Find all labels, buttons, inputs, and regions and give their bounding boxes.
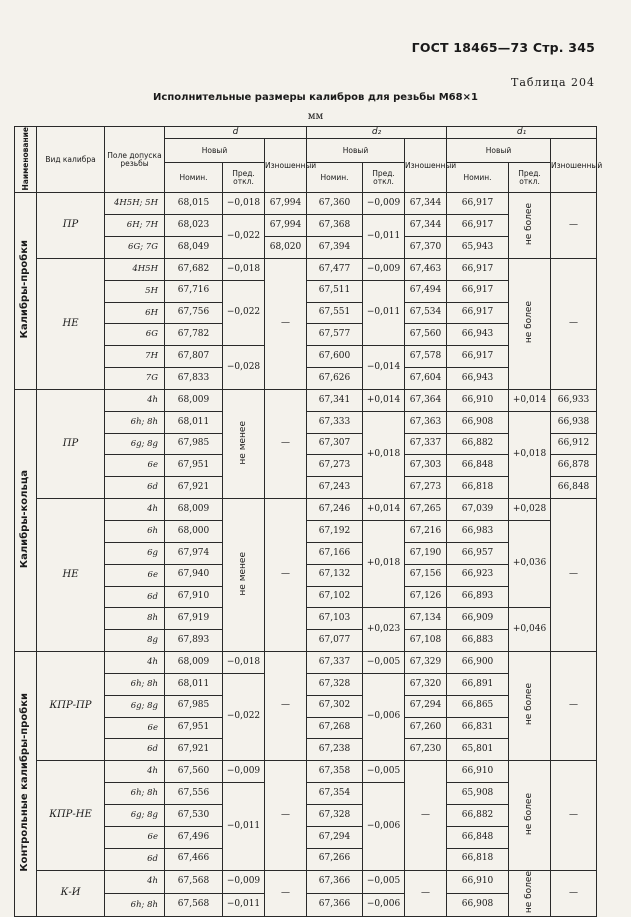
table-cell: 67,782	[165, 324, 223, 346]
table-cell: 67,994	[265, 193, 307, 215]
table-cell: 67,994	[265, 215, 307, 237]
table-cell: 66,909	[447, 608, 509, 630]
table-row	[15, 389, 597, 411]
table-cell: +0,018	[363, 411, 405, 498]
table-row	[15, 499, 597, 521]
table-cell: 7G	[105, 368, 165, 390]
table-cell: 66,848	[551, 477, 597, 499]
table-cell: 6h	[105, 521, 165, 543]
d-nom-header: Номин.	[165, 163, 223, 193]
table-cell: 67,366	[307, 870, 363, 893]
d1-worn-header: Изношенный	[551, 139, 597, 193]
table-cell: 67,265	[405, 499, 447, 521]
table-cell: 67,551	[307, 302, 363, 324]
table-cell: 67,341	[307, 389, 363, 411]
table-cell: 4H5H	[105, 258, 165, 280]
table-cell: 66,910	[447, 870, 509, 893]
table-cell: 66,882	[447, 804, 509, 826]
table-cell: +0,028	[509, 499, 551, 521]
table-cell: 7H	[105, 346, 165, 368]
table-row	[15, 761, 597, 783]
table-cell: 6d	[105, 739, 165, 761]
table-cell: 67,328	[307, 673, 363, 695]
table-cell: 66,917	[447, 302, 509, 324]
table-cell: 68,020	[265, 237, 307, 259]
table-cell: 67,260	[405, 717, 447, 739]
page-header: ГОСТ 18465—73 Стр. 345	[411, 40, 595, 55]
table-cell: 67,940	[165, 564, 223, 586]
table-cell: 66,943	[447, 324, 509, 346]
table-cell: +0,014	[363, 389, 405, 411]
table-cell: 6d	[105, 586, 165, 608]
table-cell: 68,011	[165, 411, 223, 433]
col-vid-header: Вид калибра	[37, 127, 105, 193]
d1-dev-header: Пред. откл.	[509, 163, 551, 193]
table-cell: 66,943	[447, 368, 509, 390]
table-cell: +0,014	[363, 499, 405, 521]
table-cell: 68,049	[165, 237, 223, 259]
table-cell: —	[405, 761, 447, 870]
table-cell: 66,917	[447, 258, 509, 280]
table-cell: 68,009	[165, 652, 223, 674]
table-cell: 6e	[105, 717, 165, 739]
table-cell: 65,908	[447, 783, 509, 805]
note-ne-bolee: не более	[509, 870, 551, 917]
table-cell: 67,364	[405, 389, 447, 411]
gauge-kpr-pr: КПР-ПР	[37, 652, 105, 761]
group-kontr: Контрольные калибры-пробки	[15, 652, 37, 917]
table-cell: 66,917	[447, 193, 509, 215]
table-cell: −0,011	[363, 280, 405, 346]
table-cell: 66,883	[447, 630, 509, 652]
table-cell: 66,908	[447, 893, 509, 916]
table-cell: 66,818	[447, 848, 509, 870]
table-cell: 67,333	[307, 411, 363, 433]
table-cell: 4h	[105, 499, 165, 521]
table-caption: Исполнительные размеры калибров для резьбы M68×1	[153, 92, 478, 103]
group-probki: Калибры-пробки	[15, 193, 37, 390]
table-cell: 67,530	[165, 804, 223, 826]
table-cell: 67,354	[307, 783, 363, 805]
table-cell: −0,009	[363, 258, 405, 280]
table-cell: 67,910	[165, 586, 223, 608]
table-cell: 67,600	[307, 346, 363, 368]
gauge-ne-ring: НЕ	[37, 499, 105, 652]
table-cell: 6d	[105, 848, 165, 870]
table-cell: 67,568	[165, 870, 223, 893]
table-cell: 67,266	[307, 848, 363, 870]
table-cell: 66,900	[447, 652, 509, 674]
table-cell: 68,023	[165, 215, 223, 237]
table-cell: 67,102	[307, 586, 363, 608]
table-cell: 6g; 8g	[105, 695, 165, 717]
table-cell: 68,011	[165, 673, 223, 695]
table-cell: 6h; 8h	[105, 783, 165, 805]
unit-label: мм	[307, 111, 324, 122]
table-cell: 67,294	[405, 695, 447, 717]
note-ne-menee: не менее	[223, 499, 265, 652]
table-cell: 66,923	[447, 564, 509, 586]
table-cell: 6h; 8h	[105, 673, 165, 695]
table-cell: 67,716	[165, 280, 223, 302]
group-koltsa: Калибры-кольца	[15, 389, 37, 651]
table-row	[15, 652, 597, 674]
table-cell: 68,000	[165, 521, 223, 543]
table-cell: 4h	[105, 389, 165, 411]
table-cell: −0,018	[223, 652, 265, 674]
table-cell: −0,011	[363, 215, 405, 259]
table-cell: −0,014	[363, 346, 405, 390]
table-label: Таблица 204	[511, 76, 595, 89]
table-cell: −0,018	[223, 258, 265, 280]
d2-new-header: Новый	[307, 139, 405, 163]
d-new-header: Новый	[165, 139, 265, 163]
table-cell: 67,568	[165, 893, 223, 916]
table-cell: 66,910	[447, 761, 509, 783]
table-cell: 67,344	[405, 193, 447, 215]
table-cell: 66,848	[447, 455, 509, 477]
table-cell: 67,534	[405, 302, 447, 324]
table-cell: 67,320	[405, 673, 447, 695]
table-cell: 67,192	[307, 521, 363, 543]
table-cell: 67,985	[165, 695, 223, 717]
note-ne-bolee: не более	[509, 761, 551, 870]
table-cell: 67,077	[307, 630, 363, 652]
table-cell: −0,028	[223, 346, 265, 390]
table-cell: −0,009	[223, 761, 265, 783]
table-cell: 67,560	[165, 761, 223, 783]
table-cell: 66,882	[447, 433, 509, 455]
table-cell: —	[265, 499, 307, 652]
table-cell: 67,337	[405, 433, 447, 455]
table-cell: 67,243	[307, 477, 363, 499]
table-row	[15, 193, 597, 215]
table-cell: 66,878	[551, 455, 597, 477]
table-cell: 67,294	[307, 826, 363, 848]
table-cell: 67,370	[405, 237, 447, 259]
table-cell: 4h	[105, 761, 165, 783]
table-cell: 6e	[105, 455, 165, 477]
table-cell: −0,006	[363, 893, 405, 916]
d-dev-header: Пред. откл.	[223, 163, 265, 193]
table-cell: —	[265, 870, 307, 917]
table-cell: 67,190	[405, 542, 447, 564]
gauge-ne: НЕ	[37, 258, 105, 389]
table-cell: 66,983	[447, 521, 509, 543]
table-cell: 67,626	[307, 368, 363, 390]
table-cell: —	[265, 761, 307, 870]
table-cell: 4h	[105, 870, 165, 893]
table-cell: 67,496	[165, 826, 223, 848]
col-d-header: d	[165, 127, 307, 139]
d2-worn-header: Изношенный	[405, 139, 447, 193]
table-cell: 67,039	[447, 499, 509, 521]
table-cell: +0,018	[509, 411, 551, 498]
table-cell: 6G; 7G	[105, 237, 165, 259]
table-cell: 67,921	[165, 739, 223, 761]
d1-nom-header: Номин.	[447, 163, 509, 193]
table-cell: 67,556	[165, 783, 223, 805]
gauge-kpr-ne: КПР-НЕ	[37, 761, 105, 870]
table-cell: 67,560	[405, 324, 447, 346]
table-cell: 67,302	[307, 695, 363, 717]
table-cell: 4h	[105, 652, 165, 674]
table-cell: 67,577	[307, 324, 363, 346]
table-cell: 4H5H; 5H	[105, 193, 165, 215]
table-cell: 66,917	[447, 346, 509, 368]
table-cell: 67,307	[307, 433, 363, 455]
table-cell: 66,891	[447, 673, 509, 695]
table-cell: 66,910	[447, 389, 509, 411]
table-cell: —	[551, 870, 597, 917]
table-cell: −0,006	[363, 673, 405, 760]
table-cell: −0,005	[363, 761, 405, 783]
table-cell: 67,477	[307, 258, 363, 280]
note-ne-bolee: не более	[509, 652, 551, 761]
gauge-k-i: К-И	[37, 870, 105, 917]
table-cell: 68,009	[165, 499, 223, 521]
table-cell: +0,023	[363, 608, 405, 652]
table-cell: 67,807	[165, 346, 223, 368]
table-cell: 68,015	[165, 193, 223, 215]
table-cell: 67,328	[307, 804, 363, 826]
table-cell: 6H	[105, 302, 165, 324]
table-cell: 67,166	[307, 542, 363, 564]
table-cell: 67,756	[165, 302, 223, 324]
table-cell: 66,818	[447, 477, 509, 499]
table-cell: 67,363	[405, 411, 447, 433]
table-cell: 67,893	[165, 630, 223, 652]
table-cell: 8h	[105, 608, 165, 630]
table-cell: 67,108	[405, 630, 447, 652]
table-cell: −0,018	[223, 193, 265, 215]
note-ne-bolee: не более	[509, 193, 551, 259]
note-ne-menee: не менее	[223, 389, 265, 498]
d2-nom-header: Номин.	[307, 163, 363, 193]
table-cell: 6G	[105, 324, 165, 346]
d2-dev-header: Пред. откл.	[363, 163, 405, 193]
table-cell: 67,951	[165, 455, 223, 477]
col-d1-header: d₁	[447, 127, 597, 139]
table-cell: 67,604	[405, 368, 447, 390]
table-cell: 67,466	[165, 848, 223, 870]
table-cell: 66,917	[447, 280, 509, 302]
gauge-pr-ring: ПР	[37, 389, 105, 498]
table-cell: 66,908	[447, 411, 509, 433]
table-cell: 6e	[105, 564, 165, 586]
table-row	[15, 870, 597, 893]
table-cell: 67,951	[165, 717, 223, 739]
table-cell: −0,022	[223, 673, 265, 760]
table-cell: 67,511	[307, 280, 363, 302]
table-cell: 66,893	[447, 586, 509, 608]
table-cell: 67,494	[405, 280, 447, 302]
table-cell: 65,943	[447, 237, 509, 259]
table-cell: 67,344	[405, 215, 447, 237]
table-cell: 66,938	[551, 411, 597, 433]
table-cell: −0,006	[363, 783, 405, 870]
table-cell: +0,046	[509, 608, 551, 652]
table-cell: 67,303	[405, 455, 447, 477]
table-cell: −0,022	[223, 280, 265, 346]
table-cell: —	[551, 499, 597, 652]
table-cell: 67,103	[307, 608, 363, 630]
table-cell: —	[551, 193, 597, 259]
table-cell: 66,912	[551, 433, 597, 455]
table-cell: 6g; 8g	[105, 433, 165, 455]
table-cell: 67,337	[307, 652, 363, 674]
table-cell: 67,833	[165, 368, 223, 390]
table-cell: 65,801	[447, 739, 509, 761]
table-cell: 6h; 8h	[105, 411, 165, 433]
col-pole-header: Поле допуска резьбы	[105, 127, 165, 193]
table-cell: 67,974	[165, 542, 223, 564]
table-cell: 67,394	[307, 237, 363, 259]
table-cell: —	[265, 389, 307, 498]
table-cell: 67,463	[405, 258, 447, 280]
table-cell: 67,329	[405, 652, 447, 674]
table-cell: −0,005	[363, 870, 405, 893]
d-worn-header: Изношенный	[265, 139, 307, 193]
table-row	[15, 258, 597, 280]
table-cell: —	[265, 258, 307, 389]
table-cell: 67,238	[307, 739, 363, 761]
table-cell: 67,273	[307, 455, 363, 477]
table-cell: 66,917	[447, 215, 509, 237]
table-cell: 6e	[105, 826, 165, 848]
table-cell: —	[405, 870, 447, 917]
table-cell: −0,009	[223, 870, 265, 893]
table-cell: 67,132	[307, 564, 363, 586]
table-cell: +0,018	[363, 521, 405, 608]
table-cell: 66,831	[447, 717, 509, 739]
table-cell: 66,957	[447, 542, 509, 564]
col-naim-header: Наименование	[15, 127, 37, 193]
table-cell: 6H; 7H	[105, 215, 165, 237]
table-cell: 6h; 8h	[105, 893, 165, 916]
table-cell: 66,933	[551, 389, 597, 411]
table-cell: 67,578	[405, 346, 447, 368]
table-cell: 67,919	[165, 608, 223, 630]
table-cell: 67,273	[405, 477, 447, 499]
table-cell: +0,014	[509, 389, 551, 411]
table-cell: 67,156	[405, 564, 447, 586]
table-cell: 67,134	[405, 608, 447, 630]
table-cell: 6d	[105, 477, 165, 499]
table-cell: 5H	[105, 280, 165, 302]
table-cell: 6g; 8g	[105, 804, 165, 826]
table-cell: 8g	[105, 630, 165, 652]
note-ne-bolee: не более	[509, 258, 551, 389]
table-cell: −0,005	[363, 652, 405, 674]
gauge-table	[14, 126, 603, 917]
gauge-pr: ПР	[37, 193, 105, 259]
table-cell: 6g	[105, 542, 165, 564]
table-cell: 67,126	[405, 586, 447, 608]
table-cell: −0,011	[223, 783, 265, 870]
table-cell: —	[551, 761, 597, 870]
table-cell: —	[265, 652, 307, 761]
d1-new-header: Новый	[447, 139, 551, 163]
table-cell: 66,848	[447, 826, 509, 848]
table-cell: −0,011	[223, 893, 265, 916]
table-cell: 67,360	[307, 193, 363, 215]
table-cell: —	[551, 652, 597, 761]
col-d2-header: d₂	[307, 127, 447, 139]
table-cell: 67,216	[405, 521, 447, 543]
table-cell: −0,022	[223, 215, 265, 259]
table-cell: 67,921	[165, 477, 223, 499]
table-cell: −0,009	[363, 193, 405, 215]
table-cell: 67,368	[307, 215, 363, 237]
table-cell: 67,682	[165, 258, 223, 280]
table-cell: 68,009	[165, 389, 223, 411]
table-cell: 67,985	[165, 433, 223, 455]
table-cell: +0,036	[509, 521, 551, 608]
table-cell: 67,246	[307, 499, 363, 521]
table-cell: —	[551, 258, 597, 389]
table-cell: 67,366	[307, 893, 363, 916]
table-cell: 67,268	[307, 717, 363, 739]
table-cell: 67,358	[307, 761, 363, 783]
table-cell: 67,230	[405, 739, 447, 761]
table-cell: 66,865	[447, 695, 509, 717]
